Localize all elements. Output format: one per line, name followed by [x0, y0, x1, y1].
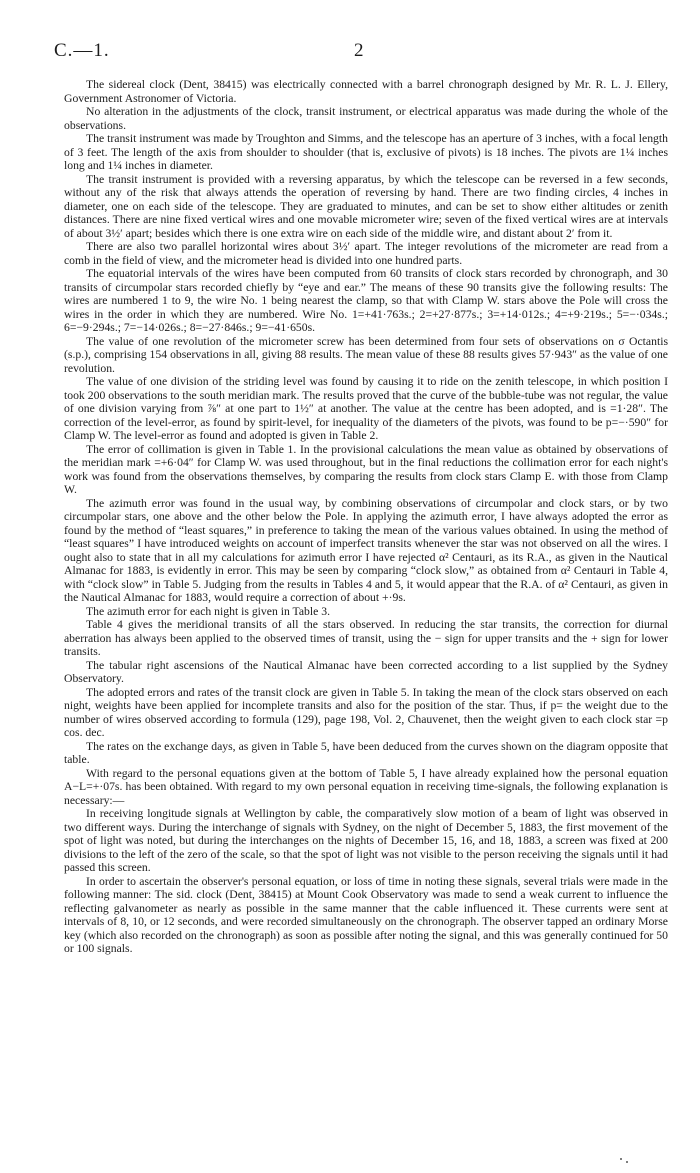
paragraph: No alteration in the adjustments of the clock, transit instrument, or electrical apparatus was made during the whole of the observations. — [64, 105, 668, 132]
paragraph: The rates on the exchange days, as given in Table 5, have been deduced from the curves shown on the diagram opposite that table. — [64, 739, 668, 766]
paragraph: The transit instrument is provided with a reversing apparatus, by which the telescope can be reversed in a few seconds, without any of the risk that always attends the operation of reversing by hand. There are two finding circles, 4 inches in diameter, one on each side of the telescope. They are graduated to minutes, and can be set to show either altitudes or zenith distances. There are nine fixed vertical wires and one movable micrometer wire; seven of the fixed vertical wires are at intervals of about 3½′ apart; besides which there is one extra wire on each side of the middle wire, and distant about 2′ from it. — [64, 172, 668, 240]
print-speck — [620, 1158, 622, 1160]
paragraph: The equatorial intervals of the wires have been computed from 60 transits of clock stars recorded by chronograph, and 30 transits of circumpolar stars recorded chiefly by “eye and ear.” The means of these 90 transits give the following results: The wires are numbered 1 to 9, the wire No. 1 being nearest the clamp, so that with Clamp W. stars above the Pole will cross the wires in the order in which they are numbered. Wire No. 1=+41·763s.; 2=+27·877s.; 3=+14·012s.; 4=+9·219s.; 5=−·034s.; 6=−9·294s.; 7=−14·026s.; 8=−27·846s.; 9=−41·650s. — [64, 267, 668, 334]
paragraph: The azimuth error for each night is given in Table 3. — [86, 604, 330, 618]
page-header — [54, 40, 664, 66]
paragraph: The value of one division of the striding level was found by causing it to ride on the zenith telescope, in which position I took 200 observations to the south meridian mark. The results proved that the curve of the bubble-tube was not regular, the value of one division varying from ⅞″ at one part to 1½″ at another. The value at the centre has been adopted, and is =1·28″. The correction of the level-error, as found by spirit-level, for inequality of the diameters of the pivots, was found to be p=−·590″ for Clamp W. The level-error as found and adopted is given in Table 2. — [64, 375, 668, 442]
paragraph: The adopted errors and rates of the transit clock are given in Table 5. In taking the mean of the clock stars observed on each night, weights have been applied for incomplete transits and also for the position of the star. Thus, if p= the weight due to the number of wires observed according to formula (129), page 198, Vol. 2, Chauvenet, then the weight given to each clock star =p cos. dec. — [64, 685, 668, 739]
paragraph: There are also two parallel horizontal wires about 3½′ apart. The integer revolutions of the micrometer are read from a comb in the field of view, and the micrometer head is divided into one hundred parts. — [64, 240, 668, 267]
section-reference: C.—1. — [54, 40, 110, 61]
paragraph: In receiving longitude signals at Wellington by cable, the comparatively slow motion of a beam of light was observed in two different ways. During the interchange of signals with Sydney, on the night of December 5, 1883, the first movement of the spot of light was noted, but during the interchanges on the nights of December 15, 16, and 18, 1883, a screen was fixed at 200 divisions to the left of the zero of the scale, so that the spot of light was not visible to the person receiving the signals until it had passed this screen. — [64, 807, 668, 874]
paragraph: The sidereal clock (Dent, 38415) was electrically connected with a barrel chronograph designed by Mr. R. L. J. Ellery, Government Astronomer of Victoria. — [64, 78, 668, 105]
paragraph: The error of collimation is given in Table 1. In the provisional calculations the mean value as obtained by observations of the meridian mark =+6·04″ for Clamp W. was used throughout, but in the final reductions the collimation error for each night's work was found from the observations themselves, by comparing the results from clock stars Clamp E. with those from Clamp W. — [64, 442, 668, 496]
document-body — [64, 78, 668, 956]
print-speck — [626, 1161, 628, 1163]
paragraph: The value of one revolution of the micrometer screw has been determined from four sets of observations on σ Octantis (s.p.), comprising 154 observations in all, giving 88 results. The mean value of these 88 results gives 57·943″ as the value of one revolution. — [64, 334, 668, 375]
paragraph: In order to ascertain the observer's personal equation, or loss of time in noting these signals, several trials were made in the following manner: The sid. clock (Dent, 38415) at Mount Cook Observatory was made to send a weak current to influence the reflecting galvanometer as nearly as possible in the same manner that the cable influenced it. These currents were sent at intervals of 8, 10, or 12 seconds, and were recorded simultaneously on the chronograph. The observer tapped an ordinary Morse key (which also recorded on the chronograph) as soon as possible after noting the signal, and this was generally continued for 50 or 100 signals. — [64, 874, 668, 955]
paragraph: The azimuth error was found in the usual way, by combining observations of circumpolar and clock stars, or by two circumpolar stars, one above and the other below the Pole. In applying the azimuth error, I have always adopted the error as found by the method of “least squares,” in preference to taking the mean of the various values obtained. In using the method of “least squares” I have introduced weights on account of imperfect transits whenever the star was not observed on all the wires. I ought also to state that in all my calculations for azimuth error I have rejected α² Centauri, as its R.A., as given in the Nautical Almanac for 1883, is evidently in error. This may be seen by comparing “clock slow,” as obtained from α² Centauri in Table 4, with “clock slow” in Table 5. Judging from the results in Tables 4 and 5, it would appear that the R.A. of α² Centauri, as given in the Nautical Almanac for 1883, would require a correction of about +·9s. — [64, 496, 668, 604]
paragraph: The tabular right ascensions of the Nautical Almanac have been corrected according to a list supplied by the Sydney Observatory. — [64, 658, 668, 685]
paragraph: Table 4 gives the meridional transits of all the stars observed. In reducing the star transits, the correction for diurnal aberration has always been applied to the observed times of transit, using the − sign for upper transits and the + sign for lower transits. — [64, 618, 668, 658]
paragraph: With regard to the personal equations given at the bottom of Table 5, I have already explained how the personal equation A−L=+·07s. has been obtained. With regard to my own personal equation in receiving time-signals, the following explanation is necessary:— — [64, 766, 668, 807]
paragraph: The transit instrument was made by Troughton and Simms, and the telescope has an aperture of 3 inches, with a focal length of 3 feet. The length of the axis from shoulder to shoulder (that is, exclusive of pivots) is 18 inches. The pivots are 1¼ inches long and 1¼ inches in diameter. — [64, 132, 668, 172]
page-number: 2 — [354, 40, 364, 61]
